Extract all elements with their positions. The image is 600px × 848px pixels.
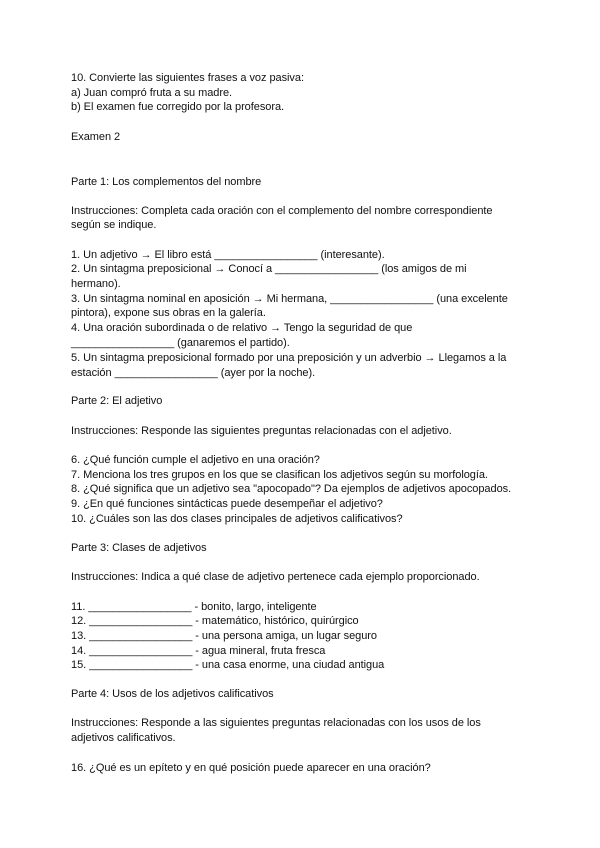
part3-instructions: Instrucciones: Indica a qué clase de adjetivo pertenece cada ejemplo proporcionado. [71,571,480,583]
part4-instructions-line2: adjetivos calificativos. [71,732,176,744]
part1-item-line: pintora), expone sus obras en la galería. [71,307,266,319]
part1-instructions-line2: según se indique. [71,219,157,231]
part3-item: 13. _________________ - una persona amiga, un lugar seguro [71,630,377,642]
part2-question: 8. ¿Qué significa que un adjetivo sea "apocopado"? Da ejemplos de adjetivos apocopados. [71,483,512,495]
part1-item-line: _________________ (ganaremos el partido). [71,337,290,349]
part1-item-line: 1. Un adjetivo → El libro está _________________ (interesante). [71,249,385,261]
part1-item-line: 4. Una oración subordinada o de relativo → Tengo la seguridad de que [71,322,413,334]
question-10: 10. Convierte las siguientes frases a voz pasiva: [71,72,304,84]
exam-title: Examen 2 [71,131,121,143]
part4-heading: Parte 4: Usos de los adjetivos calificativos [71,688,274,700]
part1-item-line: 3. Un sintagma nominal en aposición → Mi hermana, _________________ (una excelente [71,293,508,305]
part3-item: 14. _________________ - agua mineral, fruta fresca [71,645,326,657]
part2-question: 7. Menciona los tres grupos en los que se clasifican los adjetivos según su morfología. [71,469,488,481]
part1-instructions-line1: Instrucciones: Completa cada oración con el complemento del nombre correspondiente [71,205,493,217]
part1-item-line: 2. Un sintagma preposicional → Conocí a _________________ (los amigos de mi [71,263,467,275]
part3-item: 11. _________________ - bonito, largo, inteligente [71,601,317,613]
question-10-b: b) El examen fue corregido por la profesora. [71,101,285,113]
question-10-a: a) Juan compró fruta a su madre. [71,87,233,99]
part2-question: 10. ¿Cuáles son las dos clases principales de adjetivos calificativos? [71,513,403,525]
part3-item: 12. _________________ - matemático, histórico, quirúrgico [71,615,359,627]
part4-question: 16. ¿Qué es un epíteto y en qué posición puede aparecer en una oración? [71,762,431,774]
part2-question: 9. ¿En qué funciones sintácticas puede desempeñar el adjetivo? [71,498,383,510]
part2-instructions: Instrucciones: Responde las siguientes preguntas relacionadas con el adjetivo. [71,425,452,437]
part1-item-line: estación _________________ (ayer por la noche). [71,367,316,379]
part3-item: 15. _________________ - una casa enorme, una ciudad antigua [71,659,385,671]
part2-question: 6. ¿Qué función cumple el adjetivo en una oración? [71,454,320,466]
part4-instructions-line1: Instrucciones: Responde a las siguientes preguntas relacionadas con los usos de los [71,717,481,729]
part3-heading: Parte 3: Clases de adjetivos [71,542,207,554]
part2-heading: Parte 2: El adjetivo [71,395,163,407]
part1-item-line: hermano). [71,278,121,290]
part1-heading: Parte 1: Los complementos del nombre [71,176,262,188]
part1-item-line: 5. Un sintagma preposicional formado por una preposición y un adverbio → Llegamos a la [71,352,507,364]
